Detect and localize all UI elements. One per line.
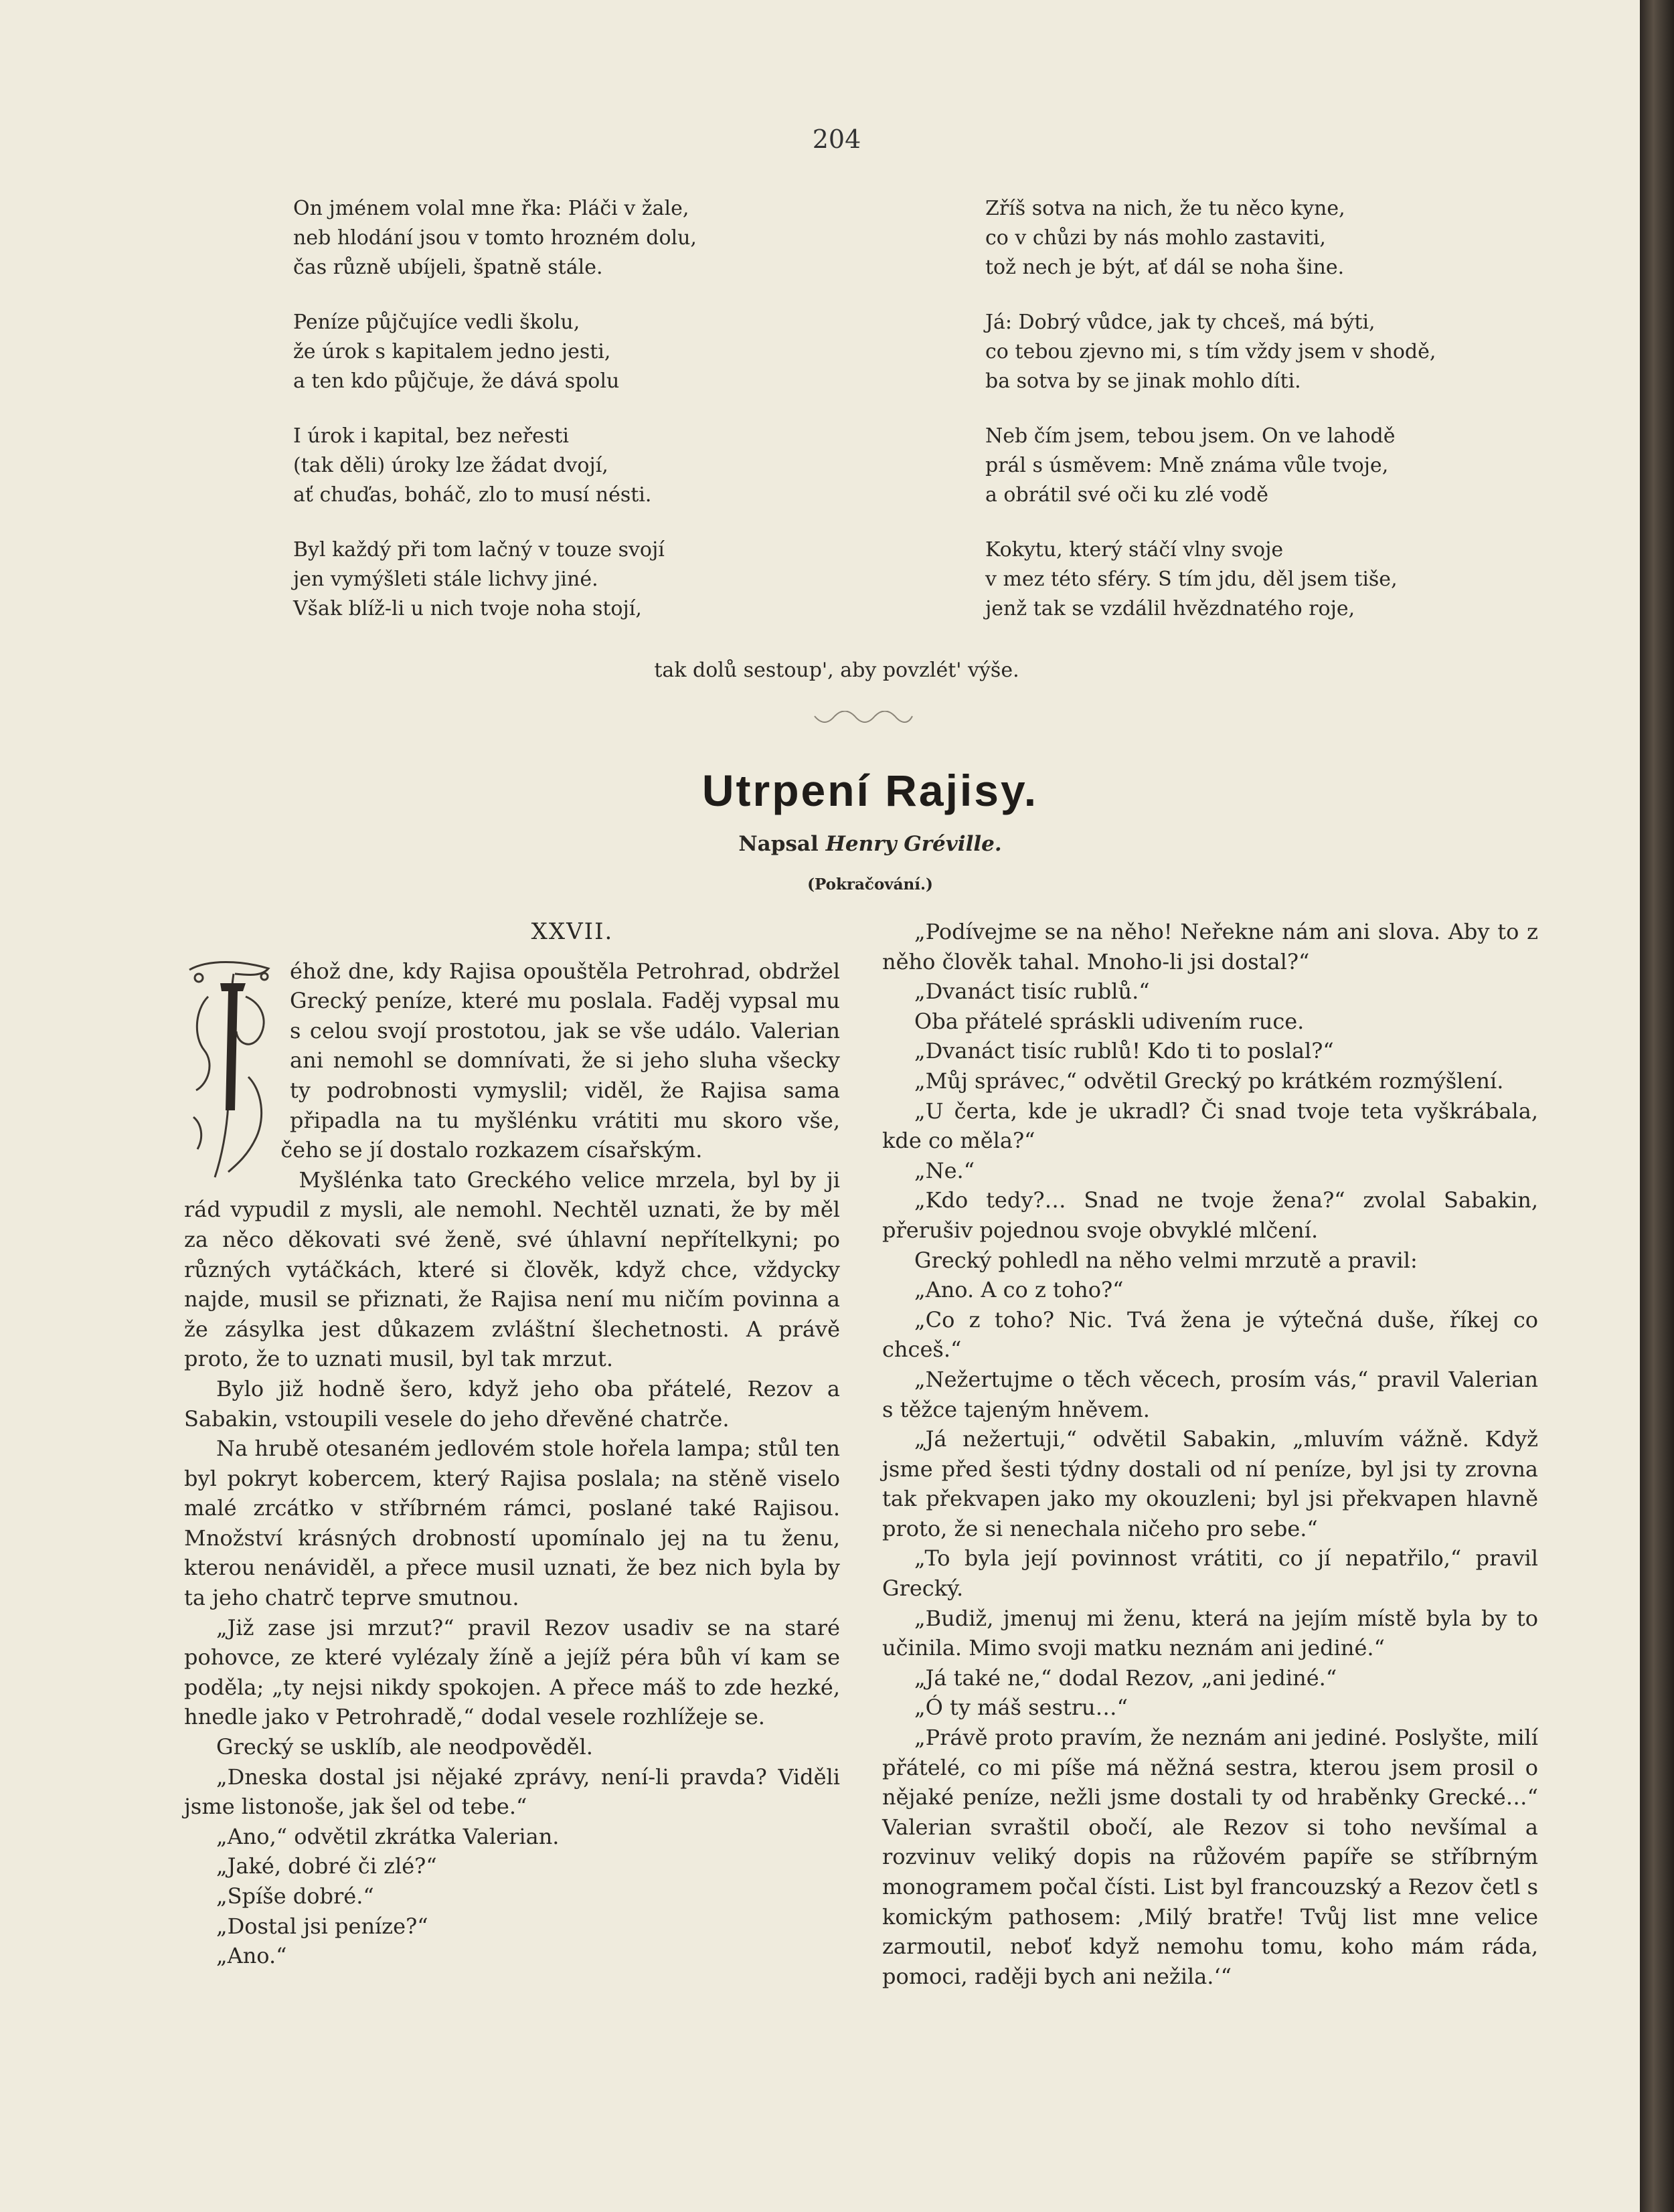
paragraph: „Ó ty máš sestru…“ bbox=[914, 1695, 1128, 1721]
paragraph: Oba přátelé spráskli udivením ruce. bbox=[914, 1008, 1305, 1034]
poem-stanza bbox=[293, 535, 788, 624]
poem-line: ať chuďas, boháč, zlo to musí nésti. bbox=[293, 483, 652, 507]
paragraph: Na hrubě otesaném jedlovém stole hořela lampa; stůl ten byl pokryt kobercem, který Rajisa poslala; na stěně viselo malé zrcátko v stříbrném rámci, poslané také Rajisou. Množství krásných drobností upomínalo jej na tu ženu, kterou nenáviděl, a přece musil uznati, že bez nich byla by ta jeho chatrč teprve smutnou. bbox=[184, 1436, 840, 1611]
poem-line: Peníze půjčujíce vedli školu, bbox=[293, 311, 580, 334]
book-spine-edge bbox=[1640, 0, 1674, 2212]
paragraph: „Právě proto pravím, že neznám ani jediné. Poslyšte, milí přátelé, co mi píše má něžná sestra, kterou jsem prosil o nějaké peníze, nežli jsme dostali ty od hraběnky Grecké…“ Valerian svraštil obočí, ale Rezov si toho nevšímal a rozvinuv veliký dopis na růžovém papíře se stříbrným monogramem počal čísti. List byl francouzský a Rezov četl s komickým pathosem: ‚Milý bratře! Tvůj list mne velice zarmoutil, neboť když nemohu tomu, koho mám ráda, pomoci, raději bych ani nežila.‘“ bbox=[882, 1725, 1538, 1989]
paragraph: „Já také ne,“ dodal Rezov, „ani jediné.“ bbox=[914, 1665, 1337, 1691]
poem-line: neb hlodání jsou v tomto hrozném dolu, bbox=[293, 226, 697, 250]
poem-line: co v chůzi by nás mohlo zastaviti, bbox=[985, 226, 1326, 250]
poem-stanza bbox=[293, 308, 788, 396]
chapter-heading: XXVII. bbox=[531, 918, 614, 945]
paragraph: Bylo již hodně šero, když jeho oba přátelé, Rezov a Sabakin, vstoupili vesele do jeho dřevěné chatrče. bbox=[184, 1375, 840, 1432]
paragraph: „Já nežertuji,“ odvětil Sabakin, „mluvím vážně. Když jsme před šesti týdny dostali od ní peníze, byl jsi ty zrovna tak překvapen jako my okouzleni; byl jsi překvapen hlavně proto, že si nenechala ničeho pro sebe.“ bbox=[882, 1426, 1538, 1541]
paragraph: Grecký se usklíb, ale neodpověděl. bbox=[216, 1734, 593, 1760]
paragraph: „Již zase jsi mrzut?“ pravil Rezov usadiv se na staré pohovce, ze které vylézaly žíně a jejíž péra bůh ví kam se poděla; „ty nejsi nikdy spokojen. A přece máš to zde hezké, hnedle jako v Petrohradě,“ dodal vesele rozhlížeje se. bbox=[184, 1614, 840, 1730]
paragraph: „Spíše dobré.“ bbox=[216, 1883, 374, 1909]
poem-line: jenž tak se vzdálil hvězdnatého roje, bbox=[985, 597, 1355, 620]
paragraph: „Ne.“ bbox=[914, 1157, 975, 1183]
paragraph: „Jaké, dobré či zlé?“ bbox=[216, 1853, 437, 1879]
paragraph: „Ano,“ odvětil zkrátka Valerian. bbox=[216, 1823, 560, 1849]
poem-line: jen vymýšleti stále lichvy jiné. bbox=[293, 568, 598, 591]
poem-line: čas různě ubíjeli, špatně stále. bbox=[293, 256, 603, 279]
poem-line: Neb čím jsem, tebou jsem. On ve lahodě bbox=[985, 424, 1396, 448]
poem-line: prál s úsměvem: Mně známa vůle tvoje, bbox=[985, 454, 1389, 477]
poem-right-column bbox=[985, 194, 1481, 649]
paragraph: „Nežertujme o těch věcech, prosím vás,“ pravil Valerian s těžce tajeným hněvem. bbox=[882, 1366, 1538, 1422]
paragraph: „Dneska dostal jsi nějaké zprávy, není-li pravda? Viděli jsme listonoše, jak šel od tebe.“ bbox=[184, 1764, 840, 1820]
poem-left-column bbox=[293, 194, 788, 649]
paragraph: „Budiž, jmenuj mi ženu, která na jejím místě byla by to učinila. Mimo svoji matku neznám ani jediné.“ bbox=[882, 1605, 1538, 1661]
paragraph: „To byla její povinnost vrátiti, co jí nepatřilo,“ pravil Grecký. bbox=[882, 1545, 1538, 1602]
paragraph: „Co z toho? Nic. Tvá žena je výtečná duše, říkej co chceš.“ bbox=[882, 1306, 1538, 1363]
page-number: 204 bbox=[812, 124, 861, 154]
paragraph: „Dvanáct tisíc rublů! Kdo ti to poslal?“ bbox=[914, 1038, 1334, 1064]
poem-line: I úrok i kapital, bez neřesti bbox=[293, 424, 569, 448]
paragraph: Grecký pohledl na něho velmi mrzutě a pravil: bbox=[914, 1247, 1418, 1273]
paragraph: „Kdo tedy?… Snad ne tvoje žena?“ zvolal Sabakin, přerušiv pojednou svoje obvyklé mlčení. bbox=[882, 1187, 1538, 1243]
poem-line: Zříš sotva na nich, že tu něco kyne, bbox=[985, 197, 1345, 220]
poem-line: Já: Dobrý vůdce, jak ty chceš, má býti, bbox=[985, 311, 1375, 334]
paragraph: éhož dne, kdy Rajisa opouštěla Petrohrad, obdržel Grecký peníze, které mu poslala. Faděj vypsal mu s celou svojí prostotou, jak se vše událo. Valerian ani nemohl se domnívati, že si jeho sluha všecky ty podrobnosti vymyslil; viděl, že Rajisa sama připadla na tu myšlénku vrátiti mu skoro vše, čeho se jí dostalo rozkazem císařským. bbox=[280, 958, 840, 1163]
poem-line: ba sotva by se jinak mohlo díti. bbox=[985, 369, 1301, 393]
continued-note: (Pokračování.) bbox=[807, 875, 933, 894]
poem-final-line: tak dolů sestoup', aby povzlét' výše. bbox=[654, 659, 1019, 682]
ornament-divider bbox=[813, 711, 914, 726]
paragraph: „Dvanáct tisíc rublů.“ bbox=[914, 979, 1150, 1005]
poem-line: Kokytu, který stáčí vlny svoje bbox=[985, 538, 1284, 562]
paragraph: „U čerta, kde je ukradl? Či snad tvoje teta vyškrábala, kde co měla?“ bbox=[882, 1098, 1538, 1154]
paragraph: „Můj správec,“ odvětil Grecký po krátkém rozmýšlení. bbox=[914, 1068, 1504, 1094]
poem-line: co tebou zjevno mi, s tím vždy jsem v shodě, bbox=[985, 340, 1436, 363]
poem-line: Byl každý při tom lačný v touze svojí bbox=[293, 538, 665, 562]
right-text-column bbox=[882, 917, 1538, 1991]
author-name: Henry Gréville. bbox=[825, 832, 1002, 856]
poem-line: tož nech je být, ať dál se noha šine. bbox=[985, 256, 1345, 279]
paragraph: „Ano. A co z toho?“ bbox=[914, 1277, 1124, 1303]
poem-line: že úrok s kapitalem jedno jesti, bbox=[293, 340, 611, 363]
decorative-initial-t-icon bbox=[181, 956, 282, 1184]
paragraph: „Podívejme se na něho! Neřekne nám ani slova. Aby to z něho člověk tahal. Mnoho-li jsi dostal?“ bbox=[882, 919, 1538, 974]
poem-line: (tak děli) úroky lze žádat dvojí, bbox=[293, 454, 608, 477]
poem-stanza bbox=[293, 194, 788, 282]
poem-line: On jménem volal mne řka: Pláči v žale, bbox=[293, 197, 689, 220]
paragraph: „Ano.“ bbox=[216, 1943, 287, 1969]
poem-stanza bbox=[293, 422, 788, 510]
paragraph: „Dostal jsi peníze?“ bbox=[216, 1913, 428, 1939]
left-text-column bbox=[184, 917, 840, 1971]
poem-stanza bbox=[985, 194, 1481, 282]
poem-line: v mez této sféry. S tím jdu, děl jsem tiše, bbox=[985, 568, 1398, 591]
byline-prefix: Napsal bbox=[738, 832, 819, 856]
poem-stanza bbox=[985, 308, 1481, 396]
byline bbox=[602, 832, 1138, 856]
story-title: Utrpení Rajisy. bbox=[701, 766, 1039, 815]
poem-stanza bbox=[985, 535, 1481, 624]
paragraph: Myšlénka tato Greckého velice mrzela, byl by ji rád vypudil z mysli, ale nemohl. Nechtěl uznati, že by měl za něco děkovati své ženě, své úhlavní nepřítelkyni; po různých vytáčkách, které si člověk, když chce, vždycky najde, musil se přiznati, že Rajisa není mu ničím povinna a že zásylka jest důkazem zvláštní šlechetnosti. A právě proto, že to uznati musil, byl tak mrzut. bbox=[184, 1167, 840, 1372]
poem-line: a obrátil své oči ku zlé vodě bbox=[985, 483, 1269, 507]
poem-line: a ten kdo půjčuje, že dává spolu bbox=[293, 369, 620, 393]
poem-stanza bbox=[985, 422, 1481, 510]
poem-line: Však blíž-li u nich tvoje noha stojí, bbox=[293, 597, 642, 620]
